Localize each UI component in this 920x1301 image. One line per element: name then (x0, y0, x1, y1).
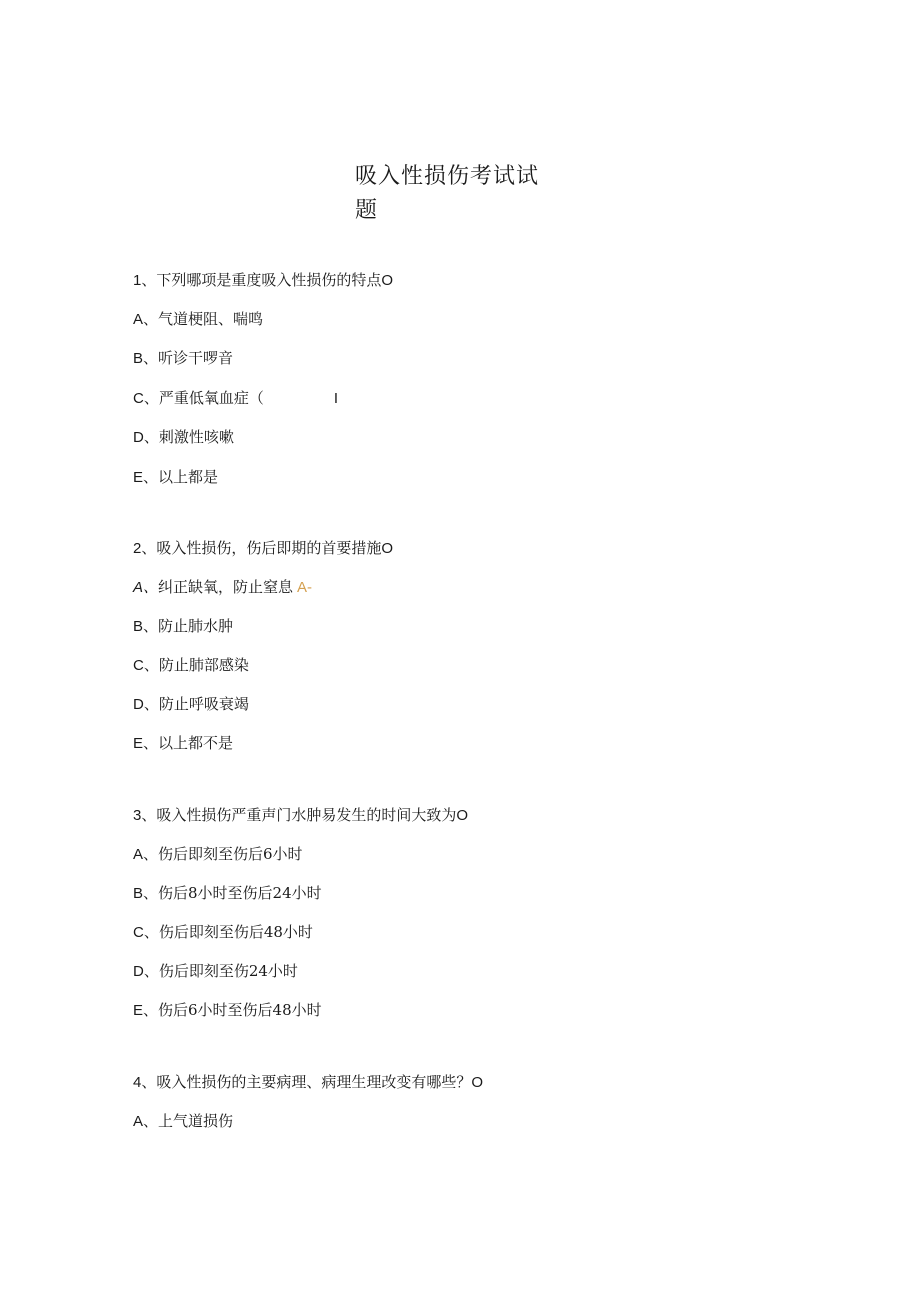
option-d (133, 694, 249, 715)
option-a (133, 309, 263, 330)
question-stem (133, 270, 393, 291)
option-label: D、 (133, 696, 159, 713)
question-stem (133, 538, 393, 559)
option-a (133, 577, 312, 598)
option-d (133, 961, 298, 982)
option-text: 刺激性咳嗽 (158, 428, 234, 446)
option-b (133, 348, 233, 369)
option-e (133, 733, 233, 754)
option-label: E、 (133, 469, 159, 486)
answer-blank-mark: O (456, 807, 469, 824)
option-text: 上气道损伤 (158, 1112, 234, 1130)
option-label: C、 (133, 390, 159, 407)
option-text: 伤后8小时至伤后24小时 (158, 884, 322, 902)
option-b (133, 616, 233, 637)
option-label: D、 (133, 429, 159, 446)
answer-blank-mark: O (471, 1074, 484, 1091)
option-c (133, 922, 313, 943)
answer-bracket-close: I (333, 390, 339, 407)
option-label: E、 (133, 735, 159, 752)
option-d (133, 427, 234, 448)
question-number: 4、 (133, 1074, 157, 1091)
option-text: 纠正缺氧，防止窒息 (158, 578, 294, 596)
option-label: B、 (133, 885, 159, 902)
question-stem (133, 805, 468, 826)
option-text: 防止肺部感染 (158, 656, 249, 674)
option-label: A、 (133, 846, 159, 863)
question-text: 吸入性损伤严重声门水肿易发生的时间大致为 (156, 806, 457, 824)
option-text: 防止呼吸衰竭 (158, 695, 249, 713)
option-e (133, 467, 218, 488)
option-label: A、 (133, 579, 159, 596)
question-text: 吸入性损伤的主要病理、病理生理改变有哪些？ (156, 1073, 472, 1091)
option-text: 伤后即刻至伤后48小时 (158, 923, 313, 941)
question-number: 1、 (133, 272, 157, 289)
option-e (133, 1000, 322, 1021)
option-text: 防止肺水肿 (158, 617, 234, 635)
question-stem (133, 1072, 483, 1093)
option-a (133, 844, 303, 865)
question-text: 吸入性损伤，伤后即期的首要措施 (156, 539, 382, 557)
option-c (133, 655, 249, 676)
question-text: 下列哪项是重度吸入性损伤的特点 (156, 271, 382, 289)
option-label: C、 (133, 924, 159, 941)
option-text: 听诊干啰音 (158, 349, 234, 367)
answer-blank-mark: O (381, 540, 394, 557)
option-b (133, 883, 322, 904)
question-number: 2、 (133, 540, 157, 557)
option-text: 严重低氧血症（ (158, 389, 264, 407)
option-label: D、 (133, 963, 159, 980)
option-text: 伤后即刻至伤后6小时 (158, 845, 303, 863)
option-text: 伤后6小时至伤后48小时 (158, 1001, 322, 1019)
option-label: E、 (133, 1002, 159, 1019)
question-number: 3、 (133, 807, 157, 824)
option-label: B、 (133, 618, 159, 635)
option-a (133, 1111, 233, 1132)
option-label: A、 (133, 1113, 159, 1130)
answer-blank-mark: O (381, 272, 394, 289)
option-label: B、 (133, 350, 159, 367)
option-text: 以上都不是 (158, 734, 234, 752)
option-label: C、 (133, 657, 159, 674)
option-label: A、 (133, 311, 159, 328)
page-title: 吸入性损伤考试试题 (355, 164, 540, 223)
option-text: 伤后即刻至伤24小时 (158, 962, 298, 980)
answer-note: A- (297, 579, 313, 596)
option-c (133, 388, 338, 409)
option-text: 以上都是 (158, 468, 219, 486)
option-text: 气道梗阻、喘鸣 (158, 310, 264, 328)
